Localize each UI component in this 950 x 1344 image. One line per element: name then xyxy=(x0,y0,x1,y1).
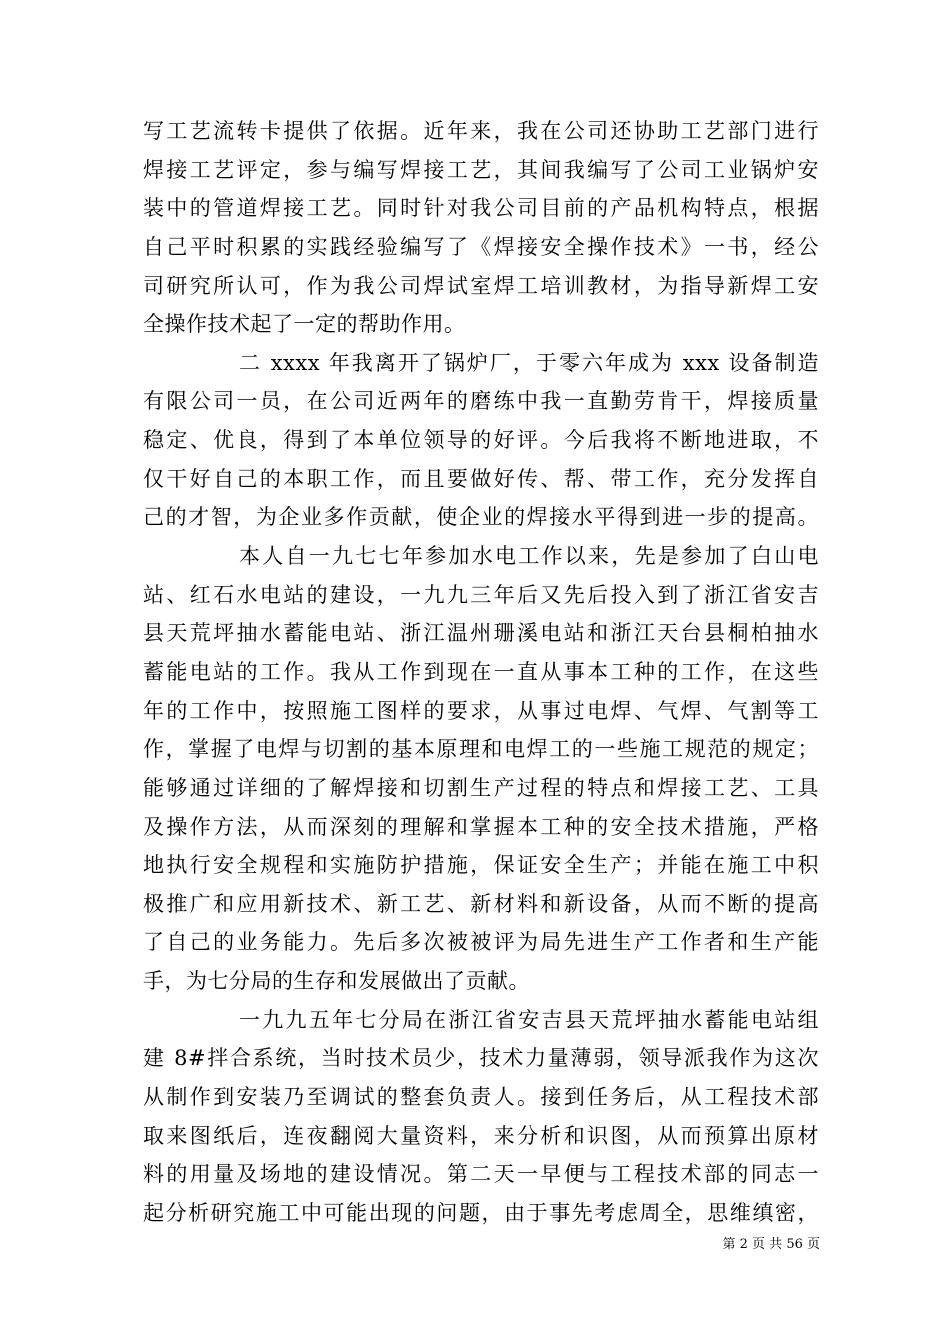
text-line: 焊接工艺评定，参与编写焊接工艺，其间我编写了公司工业锅炉安 xyxy=(143,157,819,182)
text-line: 本人自一九七七年参加水电工作以来，先是参加了白山电 xyxy=(239,544,819,569)
text-line: 料的用量及场地的建设情况。第二天一早便与工程技术部的同志一 xyxy=(143,1162,819,1187)
page-number-footer: 第 2 页 共 56 页 xyxy=(722,1237,820,1252)
paragraph-4 xyxy=(143,1001,819,1233)
text-line: 己的才智，为企业多作贡献，使企业的焊接水平得到进一步的提高。 xyxy=(143,505,819,530)
text-line: 蓄能电站的工作。我从工作到现在一直从事本工种的工作，在这些 xyxy=(143,659,819,684)
text-line: 稳定、优良，得到了本单位领导的好评。今后我将不断地进取，不 xyxy=(143,428,819,453)
text-line: 一九九五年七分局在浙江省安吉县天荒坪抽水蓄能电站组 xyxy=(239,1007,819,1032)
text-line: 有限公司一员，在公司近两年的磨练中我一直勤劳肯干，焊接质量 xyxy=(143,389,819,414)
text-line: 地执行安全规程和实施防护措施，保证安全生产；并能在施工中积 xyxy=(143,853,819,878)
text-line: 装中的管道焊接工艺。同时针对我公司目前的产品机构特点，根据 xyxy=(143,196,819,221)
text-line: 能够通过详细的了解焊接和切割生产过程的特点和焊接工艺、工具 xyxy=(143,775,819,800)
text-line: 站、红石水电站的建设，一九九三年后又先后投入到了浙江省安吉 xyxy=(143,582,819,607)
paragraph-3 xyxy=(143,537,819,1001)
text-line: 了自己的业务能力。先后多次被被评为局先进生产工作者和生产能 xyxy=(143,930,819,955)
paragraph-1 xyxy=(143,112,819,344)
document-body xyxy=(143,112,819,1233)
text-line: 作，掌握了电焊与切割的基本原理和电焊工的一些施工规范的规定； xyxy=(143,737,819,762)
text-line: 手，为七分局的生存和发展做出了贡献。 xyxy=(143,969,530,994)
text-line: 写工艺流转卡提供了依据。近年来，我在公司还协助工艺部门进行 xyxy=(143,119,819,143)
text-line: 全操作技术起了一定的帮助作用。 xyxy=(143,312,466,337)
text-line: 仅干好自己的本职工作，而且要做好传、帮、带工作，充分发挥自 xyxy=(143,466,819,491)
text-line: 二 xxxx 年我离开了锅炉厂，于零六年成为 xxx 设备制造 xyxy=(239,350,819,375)
text-line: 建 8#拌合系统，当时技术员少，技术力量薄弱，领导派我作为这次 xyxy=(143,1046,819,1071)
text-line: 及操作方法，从而深刻的理解和掌握本工种的安全技术措施，严格 xyxy=(143,814,819,839)
text-line: 起分析研究施工中可能出现的问题，由于事先考虑周全，思维缜密， xyxy=(143,1200,819,1225)
paragraph-2 xyxy=(143,344,819,537)
text-line: 司研究所认可，作为我公司焊试室焊工培训教材，为指导新焊工安 xyxy=(143,273,819,298)
text-line: 县天荒坪抽水蓄能电站、浙江温州珊溪电站和浙江天台县桐柏抽水 xyxy=(143,621,819,646)
text-line: 年的工作中，按照施工图样的要求，从事过电焊、气焊、气割等工 xyxy=(143,698,819,723)
text-line: 自己平时积累的实践经验编写了《焊接安全操作技术》一书，经公 xyxy=(143,234,819,259)
text-line: 取来图纸后，连夜翻阅大量资料，来分析和识图，从而预算出原材 xyxy=(143,1123,819,1148)
text-line: 从制作到安装乃至调试的整套负责人。接到任务后，从工程技术部 xyxy=(143,1085,819,1110)
text-line: 极推广和应用新技术、新工艺、新材料和新设备，从而不断的提高 xyxy=(143,891,819,916)
